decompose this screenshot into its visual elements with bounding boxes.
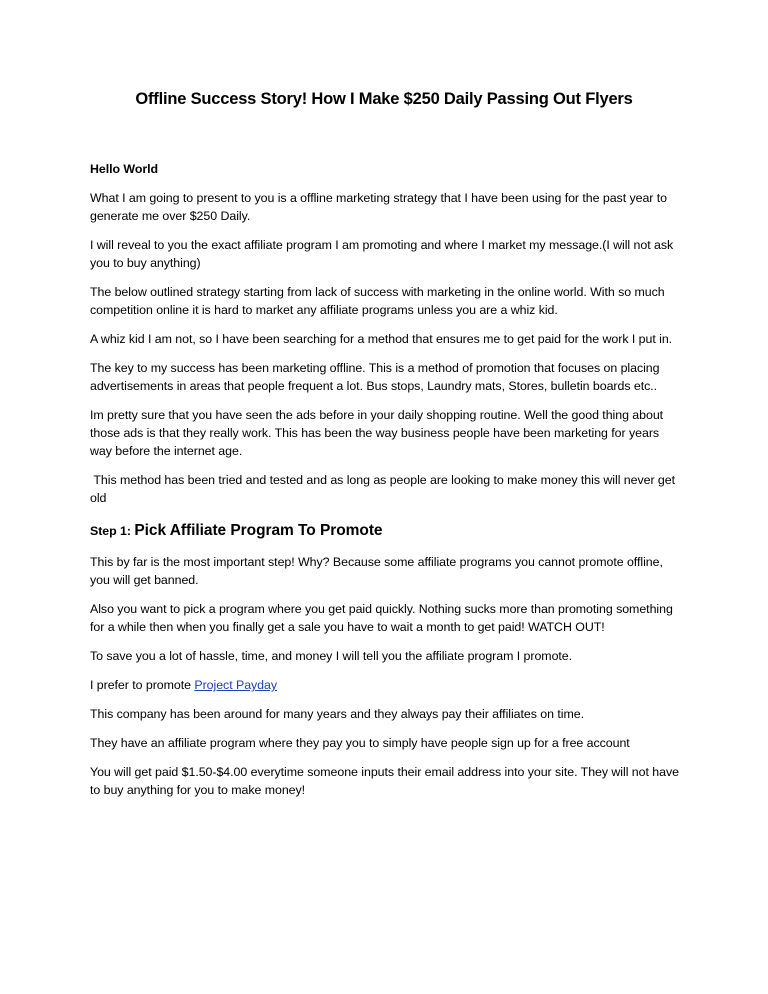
step-1-heading xyxy=(90,521,684,541)
step-label: Step 1: xyxy=(90,524,131,538)
paragraph: I will reveal to you the exact affiliate program I am promoting and where I market my message.(I will not ask you to buy anything) xyxy=(90,238,674,270)
paragraph: The key to my success has been marketing offline. This is a method of promotion that focuses on placing advertisements in areas that people frequent a lot. Bus stops, Laundry mats, Stores, bulletin boards etc.. xyxy=(90,361,660,393)
paragraph: What I am going to present to you is a offline marketing strategy that I have been using for the past year to generate me over $250 Daily. xyxy=(90,191,668,223)
promote-paragraph xyxy=(90,676,684,694)
greeting-heading: Hello World xyxy=(90,162,159,176)
paragraph: This method has been tried and tested and as long as people are looking to make money this will never get old xyxy=(90,473,679,505)
paragraph: Im pretty sure that you have seen the ads before in your daily shopping routine. Well the good thing about those ads is that they really work. This has been the way business people have been marketing for years way before the internet age. xyxy=(90,408,664,458)
paragraph: Also you want to pick a program where you get paid quickly. Nothing sucks more than promoting something for a while then when you finally get a sale you have to wait a month to get paid! WATCH OUT! xyxy=(90,602,673,634)
project-payday-link[interactable]: Project Payday xyxy=(194,678,278,692)
document-title: Offline Success Story! How I Make $250 Daily Passing Out Flyers xyxy=(135,90,633,108)
promote-prefix: I prefer to promote xyxy=(90,678,195,692)
paragraph: This by far is the most important step! Why? Because some affiliate programs you cannot promote offline, you will get banned. xyxy=(90,555,663,587)
paragraph: A whiz kid I am not, so I have been searching for a method that ensures me to get paid for the work I put in. xyxy=(90,332,673,346)
paragraph: This company has been around for many years and they always pay their affiliates on time. xyxy=(90,707,584,721)
paragraph: The below outlined strategy starting from lack of success with marketing in the online world. With so much competition online it is hard to market any affiliate programs unless you are a whiz kid. xyxy=(90,285,665,317)
step-title: Pick Affiliate Program To Promote xyxy=(134,522,383,539)
paragraph: To save you a lot of hassle, time, and money I will tell you the affiliate program I promote. xyxy=(90,649,573,663)
document-body xyxy=(90,160,684,810)
paragraph: You will get paid $1.50-$4.00 everytime someone inputs their email address into your site. They will not have to buy anything for you to make money! xyxy=(90,765,679,797)
paragraph: They have an affiliate program where they pay you to simply have people sign up for a free account xyxy=(90,736,630,750)
